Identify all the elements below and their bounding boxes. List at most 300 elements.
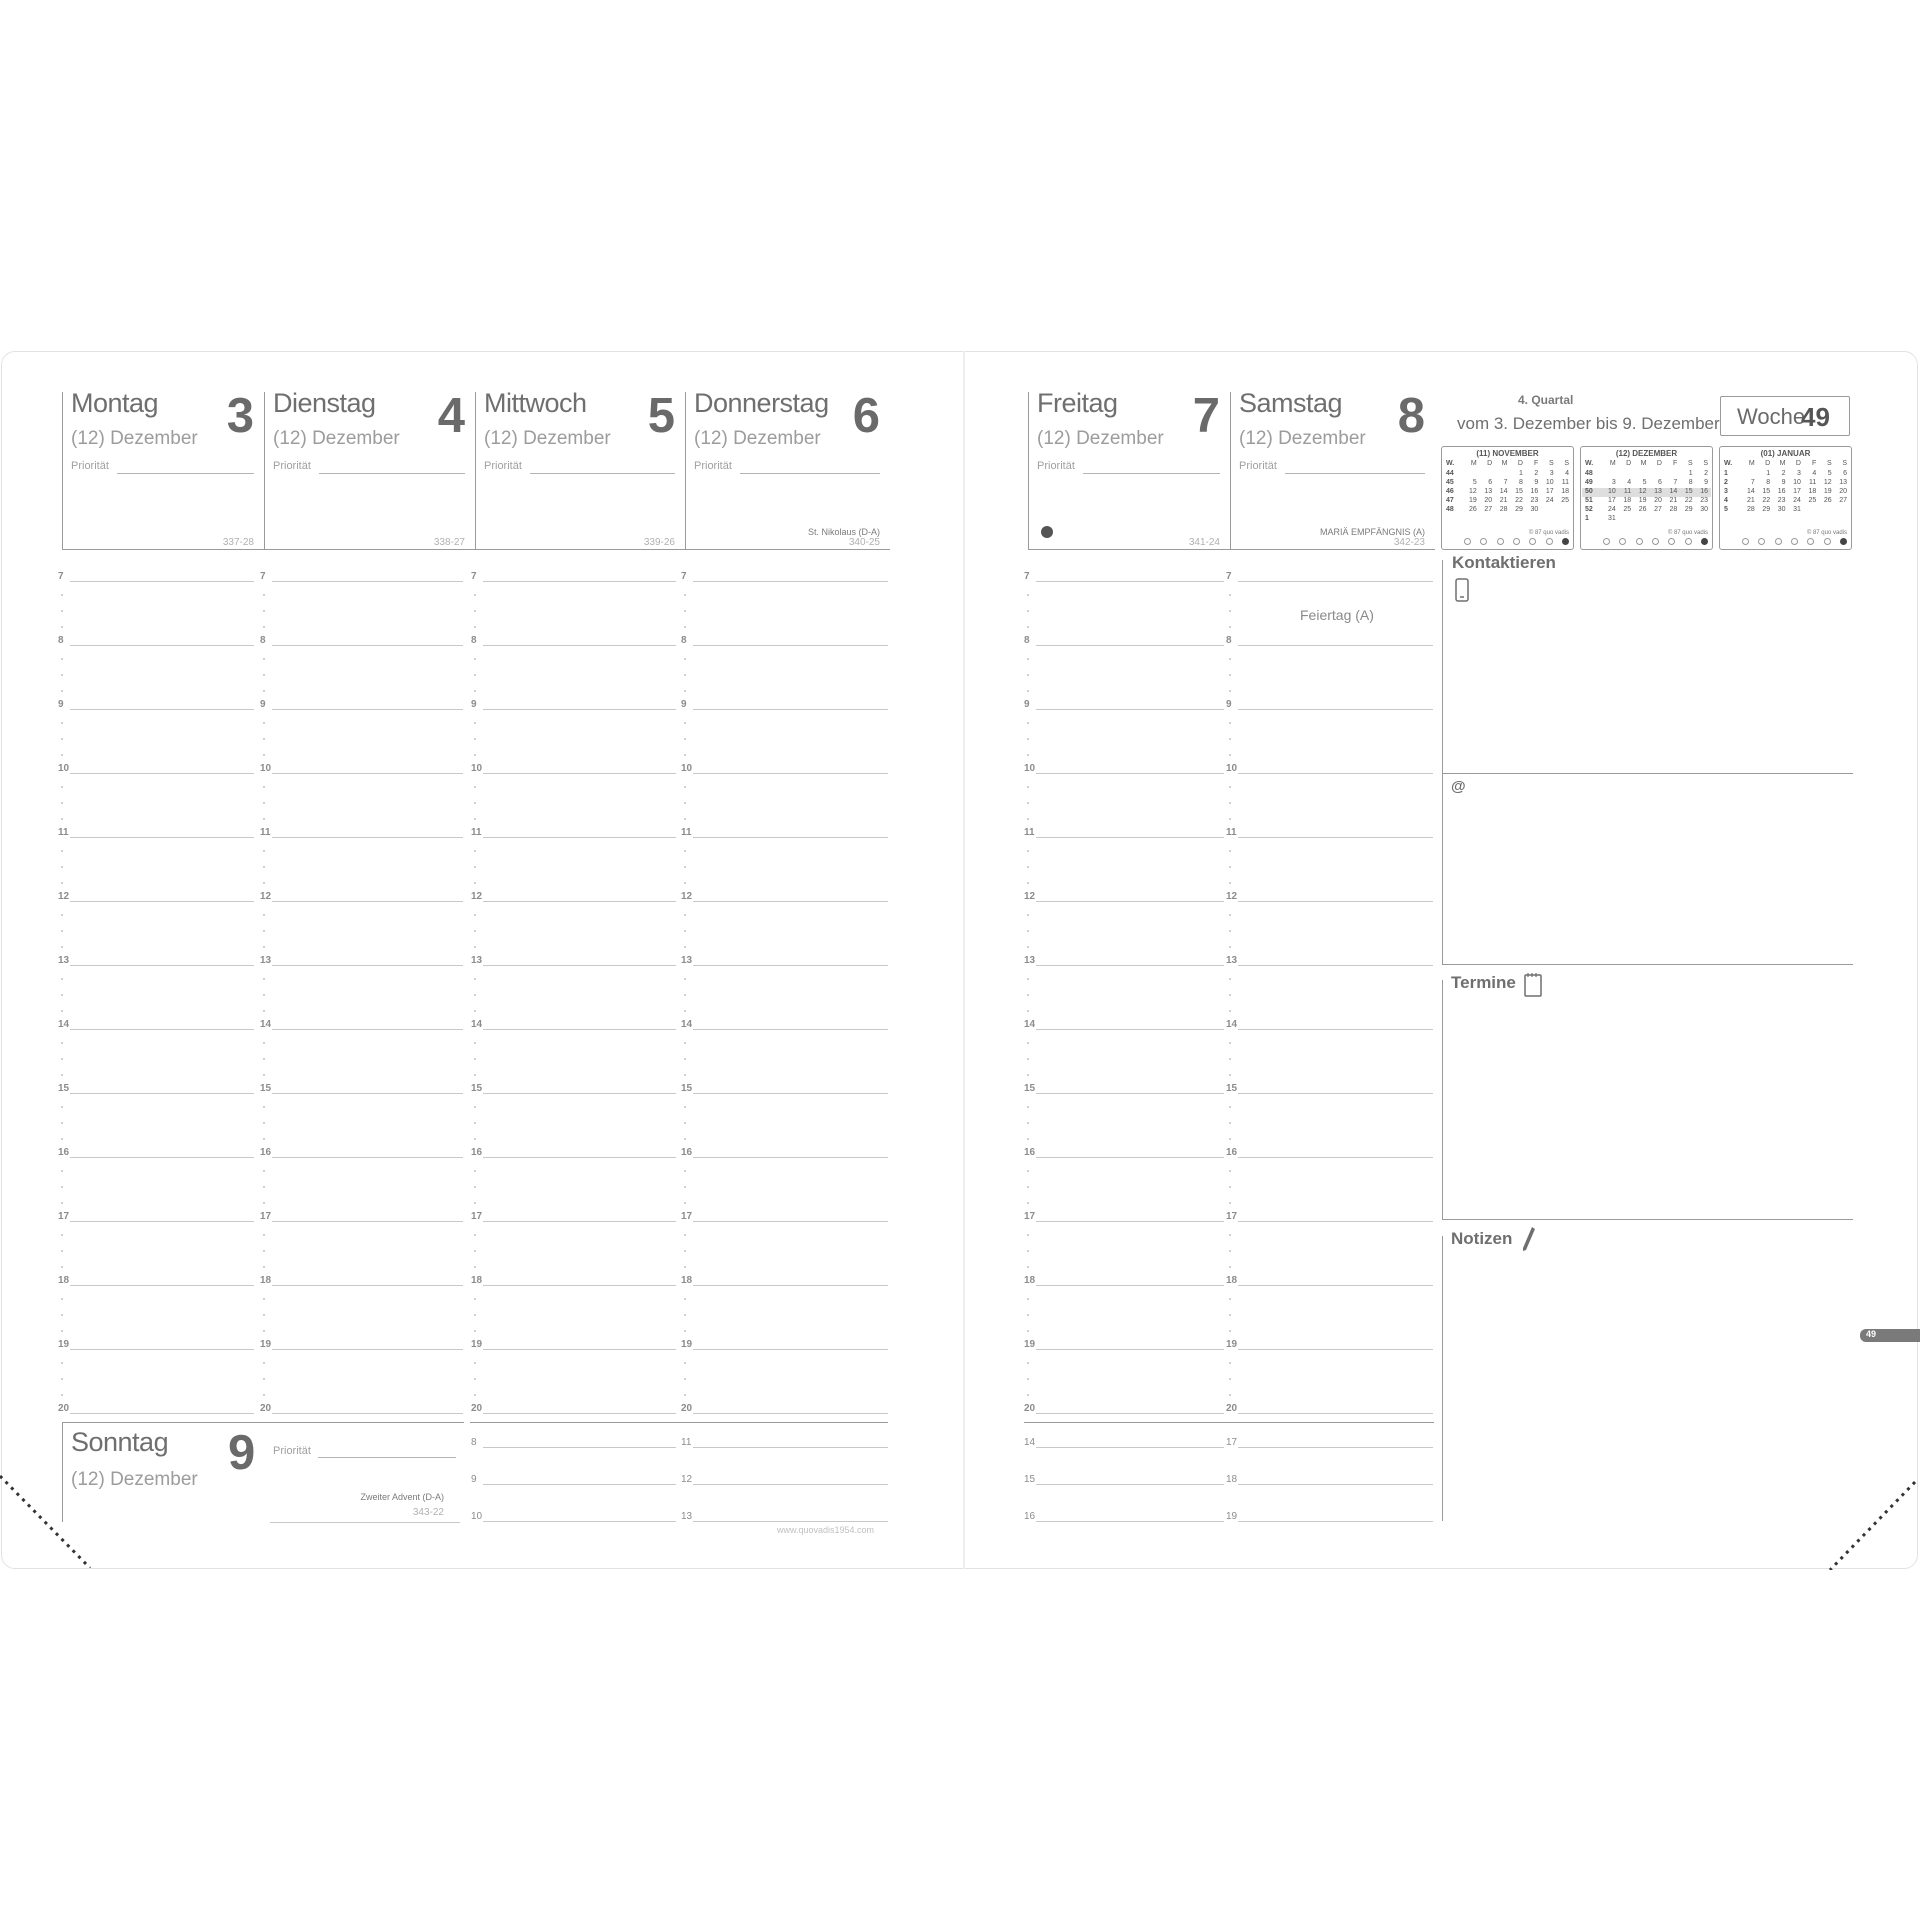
priority-line[interactable] xyxy=(318,1457,456,1458)
hour-line[interactable] xyxy=(1036,1447,1224,1448)
time-tick xyxy=(1229,1058,1231,1060)
time-tick xyxy=(61,1266,63,1268)
hour-label: 14 xyxy=(471,1019,483,1030)
time-tick xyxy=(1229,1042,1231,1044)
weekday-label: D xyxy=(1656,460,1662,467)
hour-label: 15 xyxy=(681,1083,693,1094)
hour-label: 11 xyxy=(681,1437,692,1448)
time-tick xyxy=(474,882,476,884)
hour-line[interactable] xyxy=(272,1157,463,1158)
mini-calendar-day: 2 xyxy=(1724,479,1728,486)
mini-calendar-day: 11 xyxy=(1561,479,1569,486)
hour-line[interactable] xyxy=(70,1285,254,1286)
hour-line[interactable] xyxy=(483,965,676,966)
hour-label: 13 xyxy=(260,955,272,966)
time-tick xyxy=(61,1138,63,1140)
hour-line[interactable] xyxy=(272,1413,463,1414)
hour-line[interactable] xyxy=(1238,1521,1433,1522)
hour-label: 19 xyxy=(471,1339,483,1350)
hour-line[interactable] xyxy=(483,645,676,646)
hour-label: 16 xyxy=(1226,1147,1238,1158)
day-of-year: 338-27 xyxy=(433,537,465,548)
notizen-title: Notizen xyxy=(1451,1229,1513,1248)
mini-calendar-day: 18 xyxy=(1561,488,1569,495)
mini-calendar-week xyxy=(1585,506,1708,515)
time-tick xyxy=(1229,1170,1231,1172)
hour-line[interactable] xyxy=(693,1029,888,1030)
hour-label: 18 xyxy=(58,1275,70,1286)
hour-line[interactable] xyxy=(1036,1521,1224,1522)
time-tick xyxy=(61,722,63,724)
time-tick xyxy=(1229,1074,1231,1076)
time-tick xyxy=(1027,1394,1029,1396)
hour-label: 10 xyxy=(1226,763,1238,774)
time-tick xyxy=(61,818,63,820)
hour-line[interactable] xyxy=(483,901,676,902)
time-tick xyxy=(684,594,686,596)
hour-line[interactable] xyxy=(1238,1221,1433,1222)
hour-line[interactable] xyxy=(1036,773,1224,774)
time-tick xyxy=(684,1010,686,1012)
time-tick xyxy=(1027,610,1029,612)
hour-line[interactable] xyxy=(1238,709,1433,710)
hour-label: 14 xyxy=(681,1019,693,1030)
hour-line[interactable] xyxy=(1238,1447,1433,1448)
mini-calendar-day: 17 xyxy=(1793,488,1801,495)
weekday-label: M xyxy=(1748,460,1755,467)
circle-icon xyxy=(1840,538,1847,545)
hour-line[interactable] xyxy=(1036,837,1224,838)
time-tick xyxy=(474,626,476,628)
hour-label: 7 xyxy=(1024,571,1030,582)
mini-calendar-day xyxy=(1492,470,1507,479)
hour-line[interactable] xyxy=(70,1029,254,1030)
mini-calendar-day: 25 xyxy=(1561,497,1569,504)
pencil-icon xyxy=(1522,1226,1536,1252)
mini-calendar[interactable] xyxy=(1441,446,1574,550)
hour-line[interactable] xyxy=(1238,1093,1433,1094)
hour-line[interactable] xyxy=(272,709,463,710)
time-tick xyxy=(263,930,265,932)
time-tick xyxy=(474,738,476,740)
priority-label: Priorität xyxy=(484,460,522,472)
weekday-label: M xyxy=(1501,460,1508,467)
weekday-label: S xyxy=(1548,460,1554,467)
hour-line[interactable] xyxy=(272,581,463,582)
mini-calendar-day: 4 xyxy=(1812,470,1817,477)
hour-label: 10 xyxy=(471,1511,483,1522)
holiday-label: St. Nikolaus (D-A) xyxy=(807,527,880,537)
mini-calendar-day: 22 xyxy=(1762,497,1771,504)
time-tick xyxy=(61,674,63,676)
hour-label: 13 xyxy=(681,955,693,966)
hour-line[interactable] xyxy=(272,1349,463,1350)
weekday-label: D xyxy=(1487,460,1493,467)
day-month: (12) Dezember xyxy=(484,428,611,449)
time-tick xyxy=(61,882,63,884)
hour-label: 17 xyxy=(260,1211,272,1222)
hour-line[interactable] xyxy=(272,1285,463,1286)
hour-label: 13 xyxy=(58,955,70,966)
time-tick xyxy=(263,722,265,724)
hour-line[interactable] xyxy=(1036,901,1224,902)
priority-label: Priorität xyxy=(1037,460,1075,472)
hour-line[interactable] xyxy=(483,1521,676,1522)
hour-line[interactable] xyxy=(1238,773,1433,774)
hour-label: 18 xyxy=(471,1275,483,1286)
weekday-label: D xyxy=(1795,460,1801,467)
priority-line[interactable] xyxy=(117,473,254,474)
hour-label: 17 xyxy=(1226,1437,1238,1448)
hour-label: 14 xyxy=(260,1019,272,1030)
time-tick xyxy=(474,1250,476,1252)
hour-label: 13 xyxy=(1226,955,1238,966)
hour-line[interactable] xyxy=(1036,1413,1224,1414)
mini-calendar-week xyxy=(1446,506,1569,515)
mini-calendar-day: 48 xyxy=(1585,470,1593,477)
time-tick xyxy=(1229,1298,1231,1300)
day-number: 9 xyxy=(228,1426,256,1480)
time-tick xyxy=(1229,1010,1231,1012)
mini-calendar-day: 5 xyxy=(1724,506,1728,513)
mini-calendar-day: 15 xyxy=(1762,488,1771,495)
mini-calendar-day: 5 xyxy=(1642,479,1647,486)
hour-line[interactable] xyxy=(693,1285,888,1286)
mini-calendar-day: 27 xyxy=(1484,506,1493,513)
hour-line[interactable] xyxy=(1036,645,1224,646)
hour-line[interactable] xyxy=(1036,581,1224,582)
hour-label: 11 xyxy=(1024,827,1035,838)
mini-calendar-day: 27 xyxy=(1839,497,1847,504)
hour-label: 11 xyxy=(681,827,692,838)
day-number: 5 xyxy=(647,389,675,443)
hour-line[interactable] xyxy=(1238,1413,1433,1414)
mini-calendar-week xyxy=(1724,506,1847,515)
day-month: (12) Dezember xyxy=(71,1469,198,1490)
time-tick xyxy=(263,690,265,692)
mini-calendar-day: 26 xyxy=(1468,506,1477,513)
time-tick xyxy=(1027,994,1029,996)
hour-line[interactable] xyxy=(70,1349,254,1350)
hour-label: 8 xyxy=(260,635,266,646)
hour-line[interactable] xyxy=(693,1484,888,1485)
hour-line[interactable] xyxy=(693,1093,888,1094)
time-tick xyxy=(1229,594,1231,596)
mini-calendar-day xyxy=(1616,515,1631,524)
mini-calendar-day: 30 xyxy=(1777,506,1786,513)
mini-calendar-day: 1 xyxy=(1688,470,1693,477)
hour-line[interactable] xyxy=(693,645,888,646)
time-tick xyxy=(61,1042,63,1044)
mini-calendar-day: 24 xyxy=(1545,497,1554,504)
time-tick xyxy=(1027,978,1029,980)
mini-calendar-day: 12 xyxy=(1468,488,1477,495)
hour-line[interactable] xyxy=(70,1413,254,1414)
mini-calendar-day: 11 xyxy=(1808,479,1817,486)
week-number: 49 xyxy=(1801,402,1830,432)
time-tick xyxy=(474,930,476,932)
time-tick xyxy=(1229,1106,1231,1108)
hour-line[interactable] xyxy=(1238,645,1433,646)
hour-label: 19 xyxy=(681,1339,693,1350)
mini-calendar-day: 24 xyxy=(1793,497,1801,504)
saturday-note: Feiertag (A) xyxy=(1300,607,1374,623)
time-tick xyxy=(684,1202,686,1204)
time-tick xyxy=(684,1378,686,1380)
time-tick xyxy=(474,594,476,596)
hour-line[interactable] xyxy=(693,1521,888,1522)
hour-line[interactable] xyxy=(693,1349,888,1350)
hour-line[interactable] xyxy=(272,1093,463,1094)
hour-line[interactable] xyxy=(693,709,888,710)
time-tick xyxy=(474,786,476,788)
mini-calendar-day xyxy=(1693,515,1708,524)
priority-line[interactable] xyxy=(1285,473,1425,474)
hour-label: 16 xyxy=(1024,1511,1036,1522)
mini-calendar-day: 21 xyxy=(1499,497,1508,504)
hour-line[interactable] xyxy=(70,901,254,902)
mini-calendar-day: 47 xyxy=(1446,497,1454,504)
time-tick xyxy=(684,738,686,740)
priority-label: Priorität xyxy=(273,460,311,472)
hour-line[interactable] xyxy=(1036,1029,1224,1030)
mini-calendar-day: 6 xyxy=(1843,470,1847,477)
quarter-label: 4. Quartal xyxy=(1518,393,1574,407)
hour-label: 17 xyxy=(58,1211,70,1222)
hour-line[interactable] xyxy=(70,965,254,966)
day-of-year: 342-23 xyxy=(1393,537,1425,548)
hour-line[interactable] xyxy=(483,1157,676,1158)
hour-label: 15 xyxy=(1226,1083,1238,1094)
time-tick xyxy=(684,1186,686,1188)
time-tick xyxy=(1027,1378,1029,1380)
time-tick xyxy=(1229,674,1231,676)
time-tick xyxy=(1027,786,1029,788)
time-tick xyxy=(474,1298,476,1300)
time-tick xyxy=(1229,610,1231,612)
hour-label: 15 xyxy=(260,1083,272,1094)
day-month: (12) Dezember xyxy=(1239,428,1366,449)
hour-line[interactable] xyxy=(1238,1157,1433,1158)
page-tab[interactable] xyxy=(1860,1329,1920,1342)
hour-line[interactable] xyxy=(483,709,676,710)
hour-line[interactable] xyxy=(693,965,888,966)
hour-line[interactable] xyxy=(483,773,676,774)
hour-label: 19 xyxy=(260,1339,272,1350)
hour-line[interactable] xyxy=(483,1349,676,1350)
hour-label: 10 xyxy=(260,763,272,774)
time-tick xyxy=(1229,1122,1231,1124)
mini-calendar[interactable] xyxy=(1580,446,1713,550)
circle-icon xyxy=(1480,538,1487,545)
hour-label: 12 xyxy=(471,891,483,902)
hour-label: 7 xyxy=(471,571,477,582)
hour-line[interactable] xyxy=(1238,901,1433,902)
time-tick xyxy=(474,658,476,660)
time-tick xyxy=(1229,882,1231,884)
hour-line[interactable] xyxy=(1238,1349,1433,1350)
mini-calendar[interactable] xyxy=(1719,446,1852,550)
mini-calendar-day: 18 xyxy=(1623,497,1632,504)
day-of-year: 341-24 xyxy=(1188,537,1220,548)
time-tick xyxy=(474,722,476,724)
hour-line[interactable] xyxy=(483,1029,676,1030)
hour-line[interactable] xyxy=(1036,1157,1224,1158)
hour-label: 19 xyxy=(1226,1339,1238,1350)
time-tick xyxy=(1027,866,1029,868)
hour-label: 19 xyxy=(1226,1511,1238,1522)
hour-line[interactable] xyxy=(1036,1221,1224,1222)
day-number: 7 xyxy=(1192,389,1220,443)
time-tick xyxy=(1027,1298,1029,1300)
circle-icon xyxy=(1775,538,1782,545)
hour-line[interactable] xyxy=(483,1285,676,1286)
hour-line[interactable] xyxy=(483,1221,676,1222)
time-tick xyxy=(1027,1314,1029,1316)
time-tick xyxy=(263,978,265,980)
hour-line[interactable] xyxy=(483,1484,676,1485)
hour-line[interactable] xyxy=(70,709,254,710)
hour-line[interactable] xyxy=(693,1157,888,1158)
priority-line[interactable] xyxy=(1083,473,1220,474)
hour-line[interactable] xyxy=(693,1447,888,1448)
hour-label: 12 xyxy=(260,891,272,902)
hour-line[interactable] xyxy=(693,773,888,774)
hour-line[interactable] xyxy=(272,1221,463,1222)
hour-line[interactable] xyxy=(483,581,676,582)
hour-label: 17 xyxy=(1226,1211,1238,1222)
hour-line[interactable] xyxy=(272,901,463,902)
mini-calendar-day: 17 xyxy=(1545,488,1554,495)
time-tick xyxy=(61,1058,63,1060)
hour-line[interactable] xyxy=(70,645,254,646)
time-tick xyxy=(263,1202,265,1204)
hour-label: 12 xyxy=(1226,891,1238,902)
weekday-label: S xyxy=(1703,460,1708,467)
mini-calendar-week xyxy=(1724,470,1847,479)
hour-label: 12 xyxy=(1024,891,1036,902)
hour-line[interactable] xyxy=(70,837,254,838)
time-tick xyxy=(61,1202,63,1204)
priority-line[interactable] xyxy=(530,473,675,474)
hour-label: 14 xyxy=(58,1019,70,1030)
hour-line[interactable] xyxy=(1036,709,1224,710)
mini-calendar-day: 2 xyxy=(1704,470,1708,477)
day-month: (12) Dezember xyxy=(273,428,400,449)
hour-line[interactable] xyxy=(272,965,463,966)
mini-calendar-day: 9 xyxy=(1781,479,1786,486)
time-tick xyxy=(263,1106,265,1108)
time-tick xyxy=(684,1250,686,1252)
hour-line[interactable] xyxy=(693,837,888,838)
hour-line[interactable] xyxy=(70,1093,254,1094)
hour-line[interactable] xyxy=(483,1447,676,1448)
hour-line[interactable] xyxy=(272,773,463,774)
hour-line[interactable] xyxy=(1036,1285,1224,1286)
mini-calendar-day: 12 xyxy=(1638,488,1647,495)
mini-calendar-day: 19 xyxy=(1638,497,1647,504)
time-tick xyxy=(263,1378,265,1380)
hour-line[interactable] xyxy=(1238,581,1433,582)
notizen-box xyxy=(1442,1236,1444,1521)
hour-line[interactable] xyxy=(693,1221,888,1222)
time-tick xyxy=(474,1314,476,1316)
mini-calendar-day: 16 xyxy=(1777,488,1786,495)
hour-line[interactable] xyxy=(1036,965,1224,966)
time-tick xyxy=(1229,658,1231,660)
time-tick xyxy=(684,1298,686,1300)
time-tick xyxy=(263,658,265,660)
hour-line[interactable] xyxy=(70,773,254,774)
mini-calendar-day: 13 xyxy=(1654,488,1662,495)
mini-calendar-day: 3 xyxy=(1549,470,1554,477)
hour-line[interactable] xyxy=(483,1413,676,1414)
mini-calendar-week xyxy=(1446,479,1569,488)
hour-line[interactable] xyxy=(1036,1093,1224,1094)
time-tick xyxy=(1027,930,1029,932)
hour-line[interactable] xyxy=(70,1157,254,1158)
hour-line[interactable] xyxy=(70,581,254,582)
mini-calendar-day: 6 xyxy=(1657,479,1662,486)
hour-line[interactable] xyxy=(1238,965,1433,966)
hour-line[interactable] xyxy=(693,581,888,582)
priority-line[interactable] xyxy=(740,473,880,474)
weekend-top-rule xyxy=(1024,1422,1434,1423)
hour-line[interactable] xyxy=(1036,1484,1224,1485)
sunday-top-rule xyxy=(470,1422,888,1423)
time-tick xyxy=(263,802,265,804)
mini-calendar-day: 18 xyxy=(1808,488,1817,495)
hour-line[interactable] xyxy=(272,645,463,646)
hour-label: 8 xyxy=(1024,635,1030,646)
hour-line[interactable] xyxy=(1238,837,1433,838)
hour-line[interactable] xyxy=(1238,1484,1433,1485)
hour-label: 17 xyxy=(471,1211,483,1222)
mini-calendar-day: 10 xyxy=(1793,479,1801,486)
hour-line[interactable] xyxy=(272,837,463,838)
priority-line[interactable] xyxy=(319,473,465,474)
hour-line[interactable] xyxy=(272,1029,463,1030)
circle-icon xyxy=(1668,538,1675,545)
hour-line[interactable] xyxy=(70,1221,254,1222)
hour-label: 14 xyxy=(1024,1437,1036,1448)
hour-line[interactable] xyxy=(693,901,888,902)
time-tick xyxy=(1229,1314,1231,1316)
hour-label: 17 xyxy=(681,1211,693,1222)
hour-label: 7 xyxy=(58,571,64,582)
mini-calendar-day: 4 xyxy=(1724,497,1728,504)
time-tick xyxy=(474,850,476,852)
hour-line[interactable] xyxy=(1238,1285,1433,1286)
hour-label: 9 xyxy=(1226,699,1232,710)
weekday-label: S xyxy=(1564,460,1569,467)
time-tick xyxy=(474,674,476,676)
mini-calendar-day: 19 xyxy=(1823,488,1832,495)
mini-calendar-day: 1 xyxy=(1724,470,1728,477)
time-tick xyxy=(61,1362,63,1364)
mini-calendar-day: 50 xyxy=(1585,488,1593,495)
hour-line[interactable] xyxy=(1036,1349,1224,1350)
hour-line[interactable] xyxy=(483,1093,676,1094)
hour-label: 14 xyxy=(1024,1019,1036,1030)
time-tick xyxy=(61,626,63,628)
weekday-label: F xyxy=(1811,460,1817,467)
hour-line[interactable] xyxy=(1238,1029,1433,1030)
mini-calendar-day xyxy=(1662,470,1677,479)
hour-line[interactable] xyxy=(693,1413,888,1414)
hour-line[interactable] xyxy=(483,837,676,838)
mini-calendar-day: 7 xyxy=(1503,479,1508,486)
